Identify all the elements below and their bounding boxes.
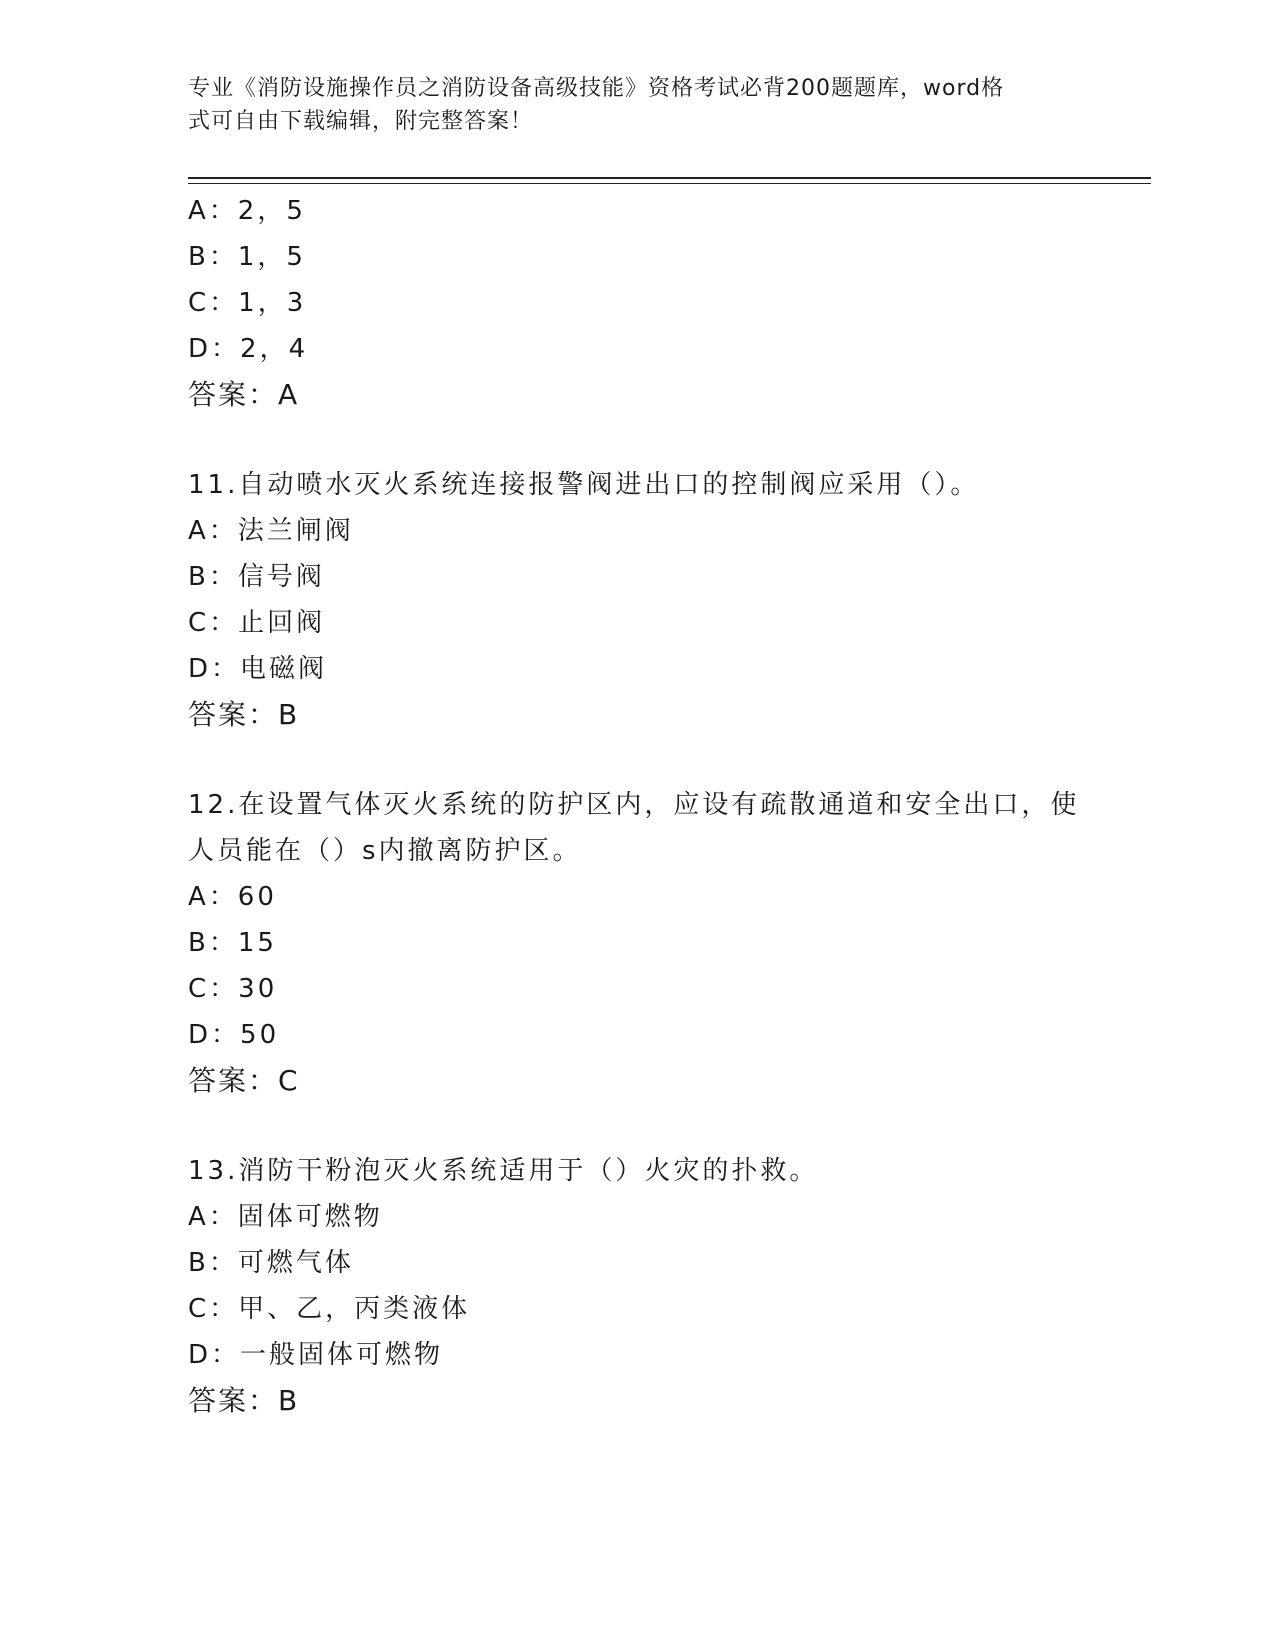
answer-label: 答案：B bbox=[188, 1384, 300, 1417]
header-rule-thick bbox=[188, 177, 1151, 179]
option-b: B：信号阀 bbox=[188, 562, 325, 592]
header-line-2: 式可自由下载编辑，附完整答案！ bbox=[188, 109, 534, 134]
header-rule-thin bbox=[188, 183, 1151, 184]
question-block-10 bbox=[188, 188, 1088, 418]
option-b: B：可燃气体 bbox=[188, 1248, 354, 1278]
option-a: A：60 bbox=[188, 882, 277, 912]
header-line-1: 专业《消防设施操作员之消防设备高级技能》资格考试必背200题题库，word格 bbox=[188, 76, 1005, 101]
question-block-11 bbox=[188, 462, 1088, 738]
option-c: C：30 bbox=[188, 974, 278, 1004]
option-d: D：一般固体可燃物 bbox=[188, 1340, 444, 1370]
option-a: A：固体可燃物 bbox=[188, 1202, 383, 1232]
question-block-12 bbox=[188, 782, 1088, 1104]
option-d: D：电磁阀 bbox=[188, 654, 328, 684]
option-c: C：甲、乙，丙类液体 bbox=[188, 1294, 471, 1324]
question-list bbox=[188, 188, 1088, 1424]
answer-label: 答案：A bbox=[188, 378, 300, 411]
option-a: A：2，5 bbox=[188, 196, 306, 226]
option-b: B：1，5 bbox=[188, 242, 306, 272]
question-text-line-1: 12.在设置气体灭火系统的防护区内，应设有疏散通道和安全出口，使 bbox=[188, 790, 1080, 820]
option-d: D：50 bbox=[188, 1020, 280, 1050]
option-c: C：止回阀 bbox=[188, 608, 326, 638]
option-c: C：1，3 bbox=[188, 288, 307, 318]
answer-label: 答案：C bbox=[188, 1064, 300, 1097]
option-b: B：15 bbox=[188, 928, 277, 958]
question-block-13 bbox=[188, 1148, 1088, 1424]
option-a: A：法兰闸阀 bbox=[188, 516, 354, 546]
answer-label: 答案：B bbox=[188, 698, 300, 731]
document-header bbox=[188, 72, 1068, 138]
question-text: 13.消防干粉泡灭火系统适用于（）火灾的扑救。 bbox=[188, 1156, 819, 1186]
option-d: D：2，4 bbox=[188, 334, 309, 364]
question-text: 11.自动喷水灭火系统连接报警阀进出口的控制阀应采用（）。 bbox=[188, 470, 980, 500]
question-text-line-2: 人员能在（）s内撤离防护区。 bbox=[188, 836, 582, 866]
